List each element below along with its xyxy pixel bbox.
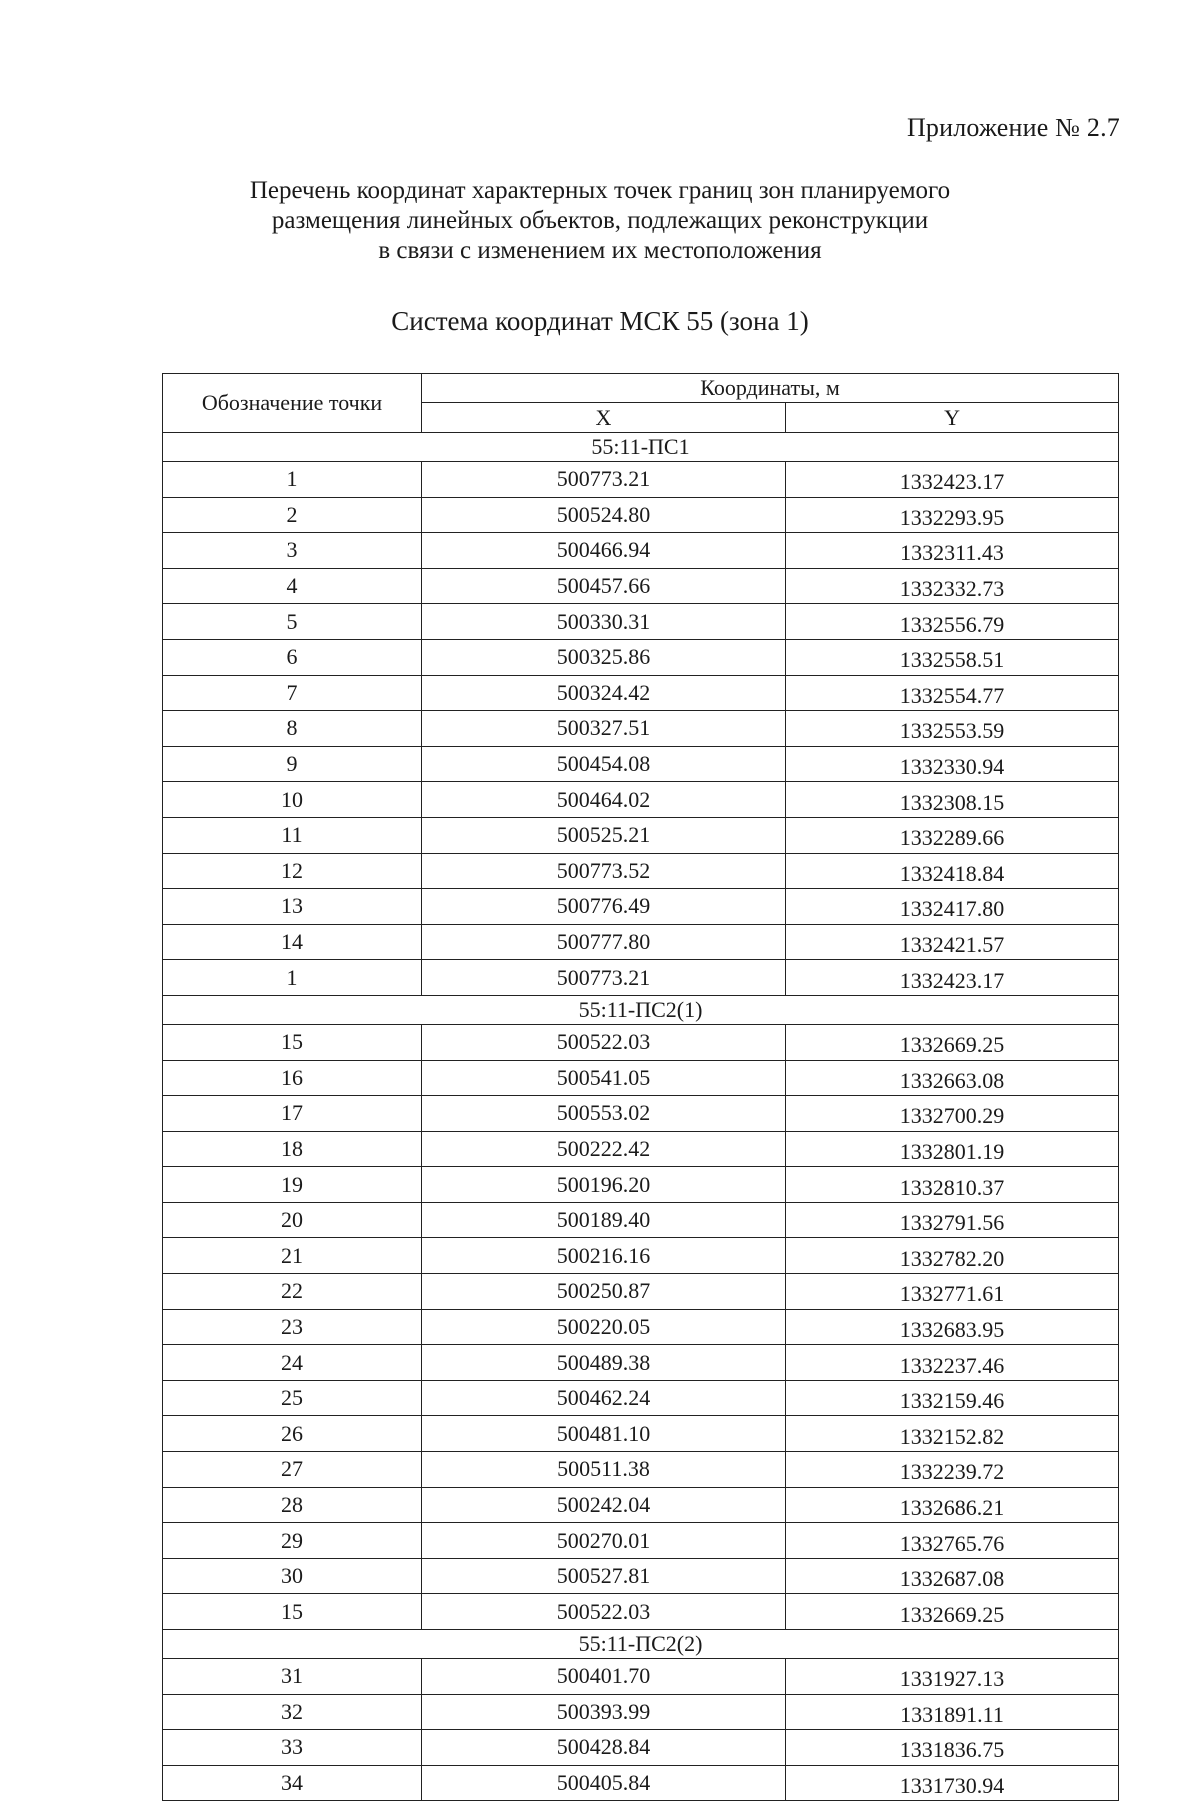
x-coordinate-cell: 500270.01 [422, 1523, 786, 1559]
header-point: Обозначение точки [163, 374, 422, 433]
y-coordinate-cell: 1332669.25 [786, 1594, 1119, 1630]
table-row [163, 497, 1119, 533]
x-coordinate-cell: 500541.05 [422, 1060, 786, 1096]
point-number-cell: 7 [163, 675, 422, 711]
header-x: X [422, 403, 786, 433]
header-coordinates: Координаты, м [422, 374, 1119, 403]
y-coordinate-cell: 1332771.61 [786, 1274, 1119, 1310]
y-coordinate-cell: 1332152.82 [786, 1416, 1119, 1452]
table-row [163, 853, 1119, 889]
x-coordinate-cell: 500196.20 [422, 1167, 786, 1203]
y-coordinate-cell: 1332558.51 [786, 639, 1119, 675]
table-row [163, 1345, 1119, 1381]
table-row [163, 675, 1119, 711]
x-coordinate-cell: 500525.21 [422, 817, 786, 853]
y-coordinate-cell: 1332553.59 [786, 711, 1119, 747]
table-row [163, 1594, 1119, 1630]
table-row [163, 1238, 1119, 1274]
group-title: 55:11-ПС1 [163, 433, 1119, 462]
point-number-cell: 13 [163, 889, 422, 925]
x-coordinate-cell: 500330.31 [422, 604, 786, 640]
point-number-cell: 6 [163, 639, 422, 675]
y-coordinate-cell: 1331730.94 [786, 1765, 1119, 1801]
point-number-cell: 14 [163, 924, 422, 960]
table-row [163, 1523, 1119, 1559]
point-number-cell: 19 [163, 1167, 422, 1203]
point-number-cell: 3 [163, 533, 422, 569]
x-coordinate-cell: 500522.03 [422, 1024, 786, 1060]
appendix-label: Приложение № 2.7 [906, 113, 1120, 142]
point-number-cell: 15 [163, 1024, 422, 1060]
table-row [163, 1202, 1119, 1238]
x-coordinate-cell: 500428.84 [422, 1730, 786, 1766]
table-row [163, 533, 1119, 569]
y-coordinate-cell: 1332556.79 [786, 604, 1119, 640]
point-number-cell: 17 [163, 1096, 422, 1132]
table-row [163, 782, 1119, 818]
x-coordinate-cell: 500325.86 [422, 639, 786, 675]
point-number-cell: 1 [163, 462, 422, 498]
y-coordinate-cell: 1332423.17 [786, 960, 1119, 996]
x-coordinate-cell: 500773.21 [422, 462, 786, 498]
table-row [163, 1060, 1119, 1096]
point-number-cell: 2 [163, 497, 422, 533]
x-coordinate-cell: 500327.51 [422, 711, 786, 747]
x-coordinate-cell: 500511.38 [422, 1452, 786, 1488]
x-coordinate-cell: 500773.21 [422, 960, 786, 996]
x-coordinate-cell: 500220.05 [422, 1309, 786, 1345]
y-coordinate-cell: 1332687.08 [786, 1558, 1119, 1594]
group-row [163, 433, 1119, 462]
point-number-cell: 26 [163, 1416, 422, 1452]
y-coordinate-cell: 1332791.56 [786, 1202, 1119, 1238]
point-number-cell: 16 [163, 1060, 422, 1096]
y-coordinate-cell: 1332239.72 [786, 1452, 1119, 1488]
point-number-cell: 11 [163, 817, 422, 853]
x-coordinate-cell: 500527.81 [422, 1558, 786, 1594]
title-line: размещения линейных объектов, подлежащих реконструкции [271, 207, 929, 234]
x-coordinate-cell: 500242.04 [422, 1487, 786, 1523]
x-coordinate-cell: 500405.84 [422, 1765, 786, 1801]
point-number-cell: 10 [163, 782, 422, 818]
y-coordinate-cell: 1332421.57 [786, 924, 1119, 960]
x-coordinate-cell: 500773.52 [422, 853, 786, 889]
table-row [163, 817, 1119, 853]
y-coordinate-cell: 1332782.20 [786, 1238, 1119, 1274]
point-number-cell: 8 [163, 711, 422, 747]
point-number-cell: 33 [163, 1730, 422, 1766]
y-coordinate-cell: 1332765.76 [786, 1523, 1119, 1559]
y-coordinate-cell: 1332308.15 [786, 782, 1119, 818]
table-row [163, 1380, 1119, 1416]
table-row [163, 1730, 1119, 1766]
point-number-cell: 25 [163, 1380, 422, 1416]
x-coordinate-cell: 500216.16 [422, 1238, 786, 1274]
point-number-cell: 32 [163, 1694, 422, 1730]
group-row [163, 1630, 1119, 1659]
x-coordinate-cell: 500393.99 [422, 1694, 786, 1730]
x-coordinate-cell: 500401.70 [422, 1659, 786, 1695]
table-row [163, 1416, 1119, 1452]
table-row [163, 1659, 1119, 1695]
x-coordinate-cell: 500189.40 [422, 1202, 786, 1238]
point-number-cell: 27 [163, 1452, 422, 1488]
y-coordinate-cell: 1331927.13 [786, 1659, 1119, 1695]
y-coordinate-cell: 1332669.25 [786, 1024, 1119, 1060]
point-number-cell: 5 [163, 604, 422, 640]
point-number-cell: 31 [163, 1659, 422, 1695]
point-number-cell: 4 [163, 568, 422, 604]
table-row [163, 1167, 1119, 1203]
table-row [163, 568, 1119, 604]
table-row [163, 924, 1119, 960]
point-number-cell: 9 [163, 746, 422, 782]
point-number-cell: 23 [163, 1309, 422, 1345]
y-coordinate-cell: 1332237.46 [786, 1345, 1119, 1381]
y-coordinate-cell: 1332418.84 [786, 853, 1119, 889]
y-coordinate-cell: 1332332.73 [786, 568, 1119, 604]
y-coordinate-cell: 1332683.95 [786, 1309, 1119, 1345]
y-coordinate-cell: 1332801.19 [786, 1131, 1119, 1167]
x-coordinate-cell: 500222.42 [422, 1131, 786, 1167]
x-coordinate-cell: 500462.24 [422, 1380, 786, 1416]
point-number-cell: 21 [163, 1238, 422, 1274]
table-row [163, 1309, 1119, 1345]
point-number-cell: 29 [163, 1523, 422, 1559]
group-title: 55:11-ПС2(1) [163, 995, 1119, 1024]
x-coordinate-cell: 500777.80 [422, 924, 786, 960]
point-number-cell: 30 [163, 1558, 422, 1594]
table-row [163, 711, 1119, 747]
table-row [163, 889, 1119, 925]
x-coordinate-cell: 500454.08 [422, 746, 786, 782]
table-row [163, 1694, 1119, 1730]
point-number-cell: 1 [163, 960, 422, 996]
x-coordinate-cell: 500464.02 [422, 782, 786, 818]
document-title [150, 176, 1050, 266]
point-number-cell: 34 [163, 1765, 422, 1801]
table-row [163, 746, 1119, 782]
y-coordinate-cell: 1332554.77 [786, 675, 1119, 711]
y-coordinate-cell: 1331891.11 [786, 1694, 1119, 1730]
x-coordinate-cell: 500553.02 [422, 1096, 786, 1132]
y-coordinate-cell: 1332311.43 [786, 533, 1119, 569]
title-line: Перечень координат характерных точек границ зон планируемого [249, 177, 951, 204]
table-row [163, 1765, 1119, 1801]
y-coordinate-cell: 1332417.80 [786, 889, 1119, 925]
y-coordinate-cell: 1332330.94 [786, 746, 1119, 782]
group-title: 55:11-ПС2(2) [163, 1630, 1119, 1659]
title-line: в связи с изменением их местоположения [378, 237, 822, 264]
table-row [163, 604, 1119, 640]
point-number-cell: 15 [163, 1594, 422, 1630]
point-number-cell: 28 [163, 1487, 422, 1523]
x-coordinate-cell: 500250.87 [422, 1274, 786, 1310]
y-coordinate-cell: 1332810.37 [786, 1167, 1119, 1203]
point-number-cell: 18 [163, 1131, 422, 1167]
x-coordinate-cell: 500776.49 [422, 889, 786, 925]
point-number-cell: 12 [163, 853, 422, 889]
point-number-cell: 22 [163, 1274, 422, 1310]
group-row [163, 995, 1119, 1024]
y-coordinate-cell: 1332293.95 [786, 497, 1119, 533]
table-row [163, 1274, 1119, 1310]
table-row [163, 1452, 1119, 1488]
x-coordinate-cell: 500524.80 [422, 497, 786, 533]
x-coordinate-cell: 500522.03 [422, 1594, 786, 1630]
coordinate-system-caption: Система координат МСК 55 (зона 1) [391, 306, 809, 336]
table-row [163, 1558, 1119, 1594]
coordinates-table [162, 373, 1119, 1801]
y-coordinate-cell: 1331836.75 [786, 1730, 1119, 1766]
table-row [163, 639, 1119, 675]
y-coordinate-cell: 1332686.21 [786, 1487, 1119, 1523]
x-coordinate-cell: 500481.10 [422, 1416, 786, 1452]
y-coordinate-cell: 1332663.08 [786, 1060, 1119, 1096]
table-row [163, 1024, 1119, 1060]
point-number-cell: 20 [163, 1202, 422, 1238]
table-row [163, 960, 1119, 996]
header-y: Y [786, 403, 1119, 433]
y-coordinate-cell: 1332700.29 [786, 1096, 1119, 1132]
y-coordinate-cell: 1332289.66 [786, 817, 1119, 853]
x-coordinate-cell: 500457.66 [422, 568, 786, 604]
y-coordinate-cell: 1332159.46 [786, 1380, 1119, 1416]
x-coordinate-cell: 500466.94 [422, 533, 786, 569]
table-row [163, 462, 1119, 498]
y-coordinate-cell: 1332423.17 [786, 462, 1119, 498]
x-coordinate-cell: 500324.42 [422, 675, 786, 711]
table-row [163, 1487, 1119, 1523]
table-row [163, 1131, 1119, 1167]
x-coordinate-cell: 500489.38 [422, 1345, 786, 1381]
point-number-cell: 24 [163, 1345, 422, 1381]
table-body [163, 433, 1119, 1801]
table-row [163, 1096, 1119, 1132]
